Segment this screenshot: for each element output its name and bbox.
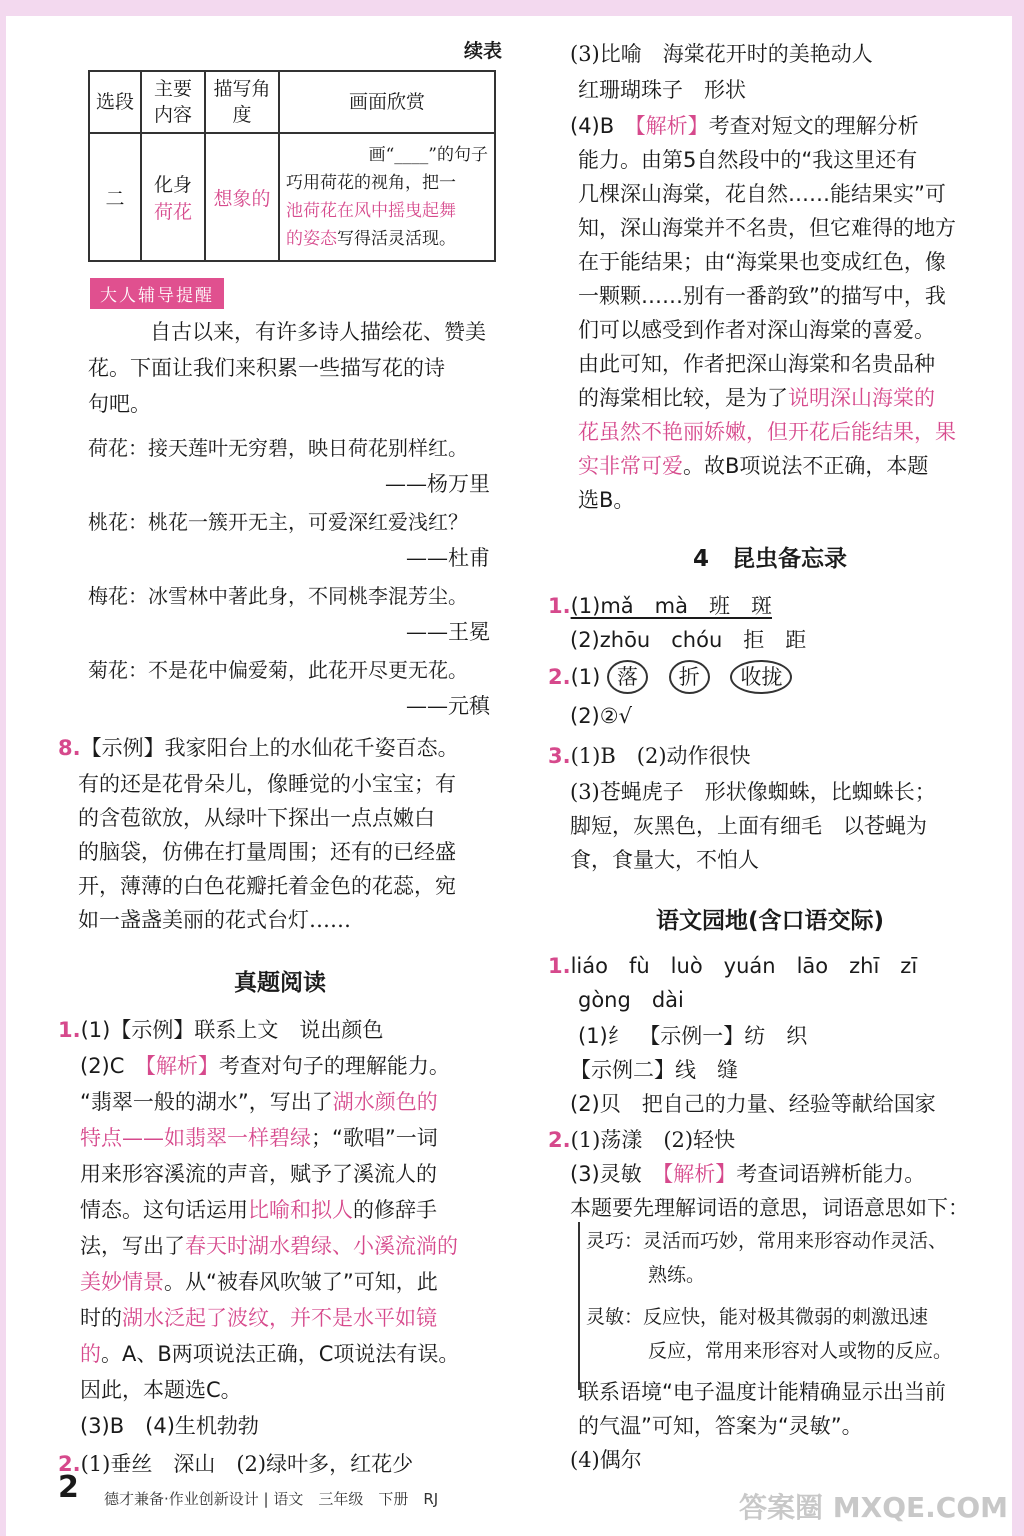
- definition-line: 灵巧：灵活而巧妙，常用来形容动作灵活、: [586, 1230, 948, 1252]
- answer-line: 的气温”可知，答案为“灵敏”。: [578, 1414, 863, 1438]
- answer-line: 的海棠相比较，是为了说明深山海棠的: [578, 386, 935, 410]
- answer-line: 红珊瑚珠子 形状: [578, 78, 746, 102]
- table-header: 画面欣赏: [279, 71, 495, 133]
- answer-line: 用来形容溪流的声音，赋予了溪流人的: [80, 1162, 437, 1186]
- poem-line: 桃花：桃花一簇开无主，可爱深红爱浅红？: [88, 510, 468, 534]
- answer-line: (2)②√: [570, 704, 632, 728]
- answer-line: (4)B 【解析】考查对短文的理解分析: [570, 114, 919, 138]
- poem-author: ——杜甫: [406, 546, 490, 570]
- circled-answer: 收拢: [730, 660, 792, 694]
- answer-line: (3)苍蝇虎子 形状像蜘蛛，比蜘蛛长；: [570, 780, 936, 804]
- table-cell: 化身 荷花: [141, 133, 205, 261]
- footer-text: 德才兼备·作业创新设计 | 语文 三年级 下册 RJ: [104, 1490, 439, 1508]
- watermark-logo: 答案圈 MXQE.COM: [739, 1491, 1008, 1524]
- circled-answer: 折: [669, 660, 710, 694]
- poem-author: ——杨万里: [385, 472, 490, 496]
- answer-line: (3)灵敏 【解析】考查词语辨析能力。: [570, 1162, 926, 1186]
- definition-line: 灵敏：反应快，能对极其微弱的刺激迅速: [586, 1306, 929, 1328]
- answer-line: 开，薄薄的白色花瓣托着金色的花蕊，宛: [78, 874, 456, 898]
- answer-line: 脚短，灰黑色，上面有细毛 以苍蝇为: [570, 814, 927, 838]
- page-number: 2: [58, 1470, 79, 1505]
- answer-line: 选B。: [578, 488, 635, 512]
- table-cell: 想象的: [205, 133, 279, 261]
- answer-line: 【示例二】线 缝: [570, 1058, 738, 1082]
- answer-line: 知，深山海棠并不名贵，但它难得的地方: [578, 216, 956, 240]
- answer-line: 实非常可爱。故B项说法不正确，本题: [578, 454, 929, 478]
- table-header: 选段: [89, 71, 141, 133]
- answer-line: 情态。这句话运用比喻和拟人的修辞手: [80, 1198, 437, 1222]
- table-header: 主要内容: [141, 71, 205, 133]
- poem-intro: 花。下面让我们来积累一些描写花的诗: [88, 356, 445, 380]
- answer-line: (2)贝 把自己的力量、经验等献给国家: [570, 1092, 936, 1116]
- answer-line: 有的还是花骨朵儿，像睡觉的小宝宝；有: [78, 772, 456, 796]
- question-8: 8.【示例】我家阳台上的水仙花千姿百态。: [58, 736, 459, 760]
- answer-line: 如一盏盏美丽的花式台灯……: [78, 908, 351, 932]
- reading-q1: 1.(1)【示例】联系上文 说出颜色: [58, 1018, 384, 1042]
- definition-line: 熟练。: [648, 1264, 706, 1286]
- answer-line: 的含苞欲放，从绿叶下探出一点点嫩白: [78, 806, 435, 830]
- definition-brace: [578, 1222, 580, 1390]
- section-title-reading: 真题阅读: [234, 970, 326, 996]
- answer-line: (3)比喻 海棠花开时的美艳动人: [570, 42, 873, 66]
- poem-author: ——元稹: [406, 694, 490, 718]
- answer-line: “翡翠一般的湖水”，写出了湖水颜色的: [80, 1090, 438, 1114]
- appreciation-table: [88, 70, 496, 262]
- answer-line: 本题要先理解词语的意思，词语意思如下：: [570, 1196, 969, 1220]
- poem-author: ——王冕: [406, 620, 490, 644]
- poem-line: 菊花：不是花中偏爱菊，此花开尽更无花。: [88, 658, 468, 682]
- lesson4-q1: 1.(1)mǎ mà 班 斑: [548, 594, 772, 618]
- poem-line: 荷花：接天莲叶无穷碧，映日荷花别样红。: [88, 436, 468, 460]
- answer-line: 食，食量大，不怕人: [570, 848, 759, 872]
- answer-line: 特点——如翡翠一样碧绿；“歌唱”一词: [80, 1126, 438, 1150]
- circled-answer: 落: [607, 660, 648, 694]
- answer-line: (3)B (4)生机勃勃: [80, 1414, 259, 1438]
- continued-label: 续表: [463, 40, 502, 62]
- answer-line: 们可以感受到作者对深山海棠的喜爱。: [578, 318, 935, 342]
- page-border-left: [0, 0, 6, 1536]
- answer-line: 的。A、B两项说法正确，C项说法有误。: [80, 1342, 460, 1366]
- lesson4-q2: 2.(1) 落 折 收拢: [548, 660, 992, 694]
- poem-intro: 自古以来，有许多诗人描绘花、赞美: [150, 320, 486, 344]
- answer-line: 几棵深山海棠，花自然……能结果实”可: [578, 182, 946, 206]
- definition-line: 反应，常用来形容对人或物的反应。: [648, 1340, 953, 1362]
- answer-line: 时的湖水泛起了波纹，并不是水平如镜: [80, 1306, 437, 1330]
- answer-line: (1)纟 【示例一】纺 织: [578, 1024, 808, 1048]
- answer-line: (4)偶尔: [570, 1448, 642, 1472]
- answer-line: 美妙情景。从“被春风吹皱了”可知，此: [80, 1270, 438, 1294]
- answer-line: 由此可知，作者把深山海棠和名贵品种: [578, 352, 935, 376]
- answer-line: 一颗颗……别有一番韵致”的描写中，我: [578, 284, 946, 308]
- answer-line: (2)zhōu chóu 拒 距: [570, 628, 807, 652]
- poem-line: 梅花：冰雪林中著此身，不同桃李混芳尘。: [88, 584, 468, 608]
- poem-intro: 句吧。: [88, 392, 151, 416]
- table-cell: 二: [89, 133, 141, 261]
- garden-q1: 1.liáo fù luò yuán lāo zhī zī: [548, 954, 918, 978]
- answer-line: 联系语境“电子温度计能精确显示出当前: [578, 1380, 946, 1404]
- table-cell: 画“____”的句子 巧用荷花的视角，把一 池荷花在风中摇曳起舞 的姿态写得活灵活现。: [279, 133, 495, 261]
- answer-line: 在于能结果；由“海棠果也变成红色，像: [578, 250, 946, 274]
- answer-line: 花虽然不艳丽娇嫩，但开花后能结果，果: [578, 420, 956, 444]
- answer-line: gòng dài: [578, 988, 684, 1012]
- answer-line: 的脑袋，仿佛在打量周围；还有的已经盛: [78, 840, 456, 864]
- table-header: 描写角度: [205, 71, 279, 133]
- garden-q2: 2.(1)荡漾 (2)轻快: [548, 1128, 736, 1152]
- answer-line: 能力。由第5自然段中的“我这里还有: [578, 148, 918, 172]
- answer-line: 法，写出了春天时湖水碧绿、小溪流淌的: [80, 1234, 458, 1258]
- answer-line: (2)C 【解析】考查对句子的理解能力。: [80, 1054, 450, 1078]
- answer-line: 因此，本题选C。: [80, 1378, 242, 1402]
- garden-title: 语文园地(含口语交际): [655, 908, 885, 934]
- reading-q2: 2.(1)垂丝 深山 (2)绿叶多，红花少: [58, 1452, 414, 1476]
- page-border-top: [0, 0, 1024, 16]
- lesson4-q3: 3.(1)B (2)动作很快: [548, 744, 751, 768]
- tutor-tip-banner: 大人辅导提醒: [90, 278, 224, 309]
- lesson-4-title: 4 昆虫备忘录: [692, 546, 847, 572]
